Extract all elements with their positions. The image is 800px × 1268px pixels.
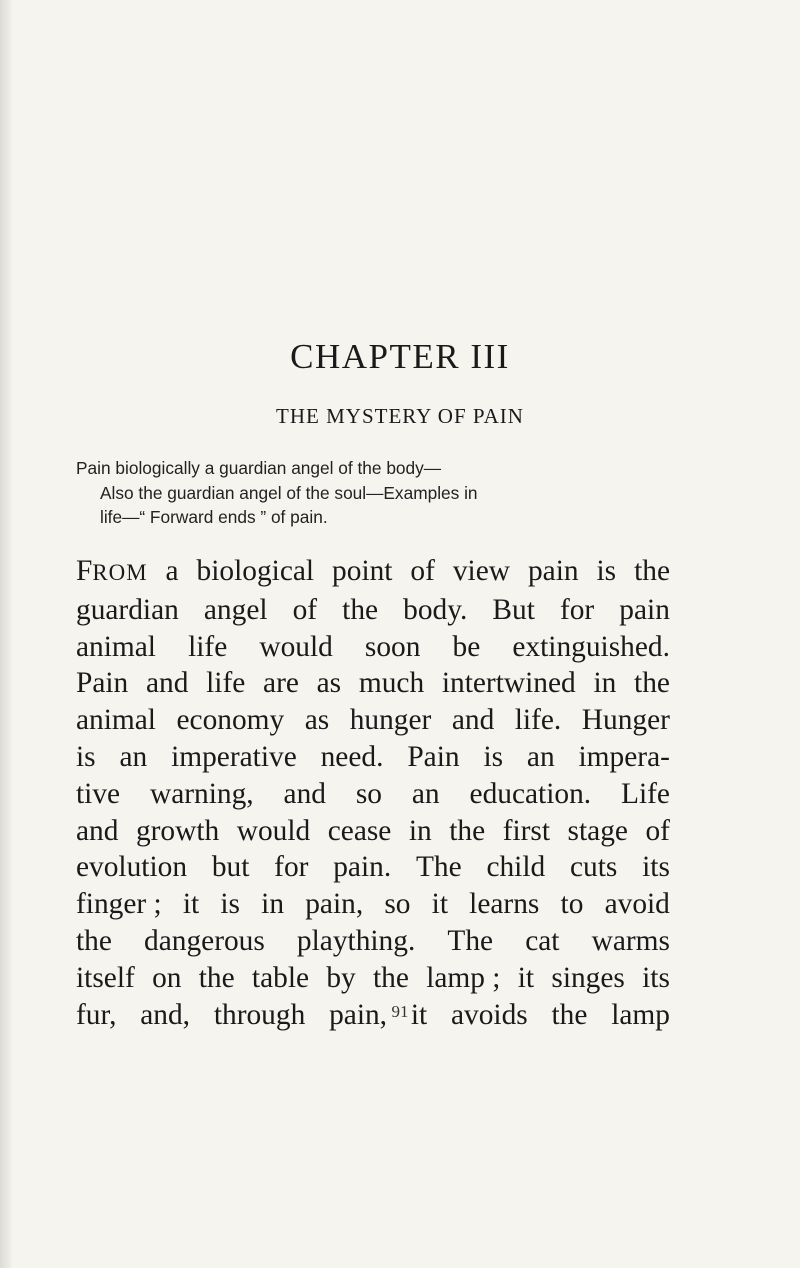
body-word: and xyxy=(76,814,119,847)
body-line xyxy=(76,665,670,702)
body-word: cuts xyxy=(570,851,618,884)
body-word: lamp xyxy=(611,998,670,1031)
body-word: to xyxy=(560,888,584,921)
body-word: plaything. xyxy=(296,924,416,957)
body-word: learns xyxy=(469,888,540,921)
body-word: dangerous xyxy=(144,924,265,957)
body-word: is xyxy=(76,740,96,773)
body-word: through xyxy=(213,998,306,1031)
body-word: avoids xyxy=(450,998,528,1031)
body-word: in xyxy=(408,814,432,847)
body-word: it xyxy=(410,998,428,1031)
body-word: animal xyxy=(76,630,156,663)
body-word: the xyxy=(198,961,235,994)
body-word: be xyxy=(452,630,481,663)
synopsis-line: life—“ Forward ends ” of pain. xyxy=(100,507,328,528)
body-word: are xyxy=(263,667,299,700)
body-word: by xyxy=(326,961,356,994)
body-line xyxy=(76,849,670,886)
body-word: evolution xyxy=(76,851,188,884)
opening-smallcaps: ROM xyxy=(92,560,148,585)
body-word: pain xyxy=(619,593,670,626)
body-word: extinguished. xyxy=(512,630,670,663)
body-word: the xyxy=(76,924,112,957)
body-word: Pain xyxy=(407,740,460,773)
opening-capital: F xyxy=(76,555,93,587)
body-word: But xyxy=(492,593,535,626)
body-word: of xyxy=(410,555,435,587)
body-word: education. xyxy=(469,777,592,810)
body-word: body. xyxy=(403,593,468,626)
body-word: so xyxy=(355,777,382,810)
body-word: its xyxy=(642,851,670,884)
body-word: the xyxy=(373,961,409,994)
body-word: lamp ; xyxy=(426,961,501,994)
body-word: Pain xyxy=(76,667,129,700)
body-line xyxy=(76,813,670,850)
body-word: on xyxy=(152,961,182,994)
body-word: cat xyxy=(525,924,560,957)
body-word: economy xyxy=(176,704,285,737)
body-word: The xyxy=(447,924,494,957)
body-word: its xyxy=(642,961,670,994)
body-word: it xyxy=(517,961,535,994)
body-word: fur, xyxy=(76,998,117,1031)
body-word: of xyxy=(292,593,318,626)
body-word: and xyxy=(145,667,189,700)
body-word: The xyxy=(415,851,462,884)
chapter-title: THE MYSTERY OF PAIN xyxy=(276,404,524,428)
body-line xyxy=(76,776,670,813)
body-word: is xyxy=(596,555,617,587)
body-word: table xyxy=(251,961,310,994)
body-word: singes xyxy=(551,961,625,994)
body-word: pain, xyxy=(329,998,388,1031)
body-word: Life xyxy=(621,777,670,810)
body-word: Hunger xyxy=(581,704,670,737)
body-word: life. xyxy=(514,704,562,737)
body-word: hunger xyxy=(349,704,432,737)
body-word: an xyxy=(119,740,148,773)
body-word: warning, xyxy=(149,777,254,810)
body-word: as xyxy=(304,704,330,737)
body-word: child xyxy=(486,851,546,884)
body-word: an xyxy=(411,777,440,810)
body-word: for xyxy=(274,851,309,884)
body-word: in xyxy=(261,888,285,921)
body-word: the xyxy=(634,667,670,700)
body-word: pain, xyxy=(305,888,364,921)
body-word: in xyxy=(593,667,617,700)
body-word: and xyxy=(451,704,495,737)
body-word: cease xyxy=(327,814,392,847)
body-word: and, xyxy=(140,998,191,1031)
body-word: of xyxy=(645,814,670,847)
body-word: pain xyxy=(527,555,579,587)
body-line xyxy=(76,592,670,629)
body-word: finger ; xyxy=(76,888,162,921)
body-word: avoid xyxy=(604,888,670,921)
body-word: an xyxy=(526,740,555,773)
chapter-heading: CHAPTER III xyxy=(290,337,510,376)
synopsis-line: Pain biologically a guardian angel of the body— xyxy=(76,458,442,478)
body-line xyxy=(76,886,670,923)
body-word: is xyxy=(220,888,240,921)
body-word: so xyxy=(384,888,411,921)
chapter-synopsis xyxy=(76,456,676,530)
body-word: animal xyxy=(76,704,156,737)
body-line xyxy=(76,739,670,776)
body-word: need. xyxy=(320,740,384,773)
body-word: itself xyxy=(76,961,135,994)
page-number: 91 xyxy=(391,1002,409,1021)
body-word: warms xyxy=(591,924,670,957)
body-word: impera- xyxy=(578,740,670,773)
body-word: first xyxy=(502,814,551,847)
body-line xyxy=(76,702,670,739)
body-word: intertwined xyxy=(441,667,576,700)
body-word: biological xyxy=(196,555,315,587)
body-word: soon xyxy=(364,630,421,663)
body-word: life xyxy=(188,630,228,663)
body-word: guardian xyxy=(76,593,179,626)
body-word: it xyxy=(182,888,200,921)
body-word: as xyxy=(316,667,342,700)
body-word: would xyxy=(236,814,311,847)
body-word: it xyxy=(431,888,448,921)
body-word: stage xyxy=(567,814,628,847)
body-word: is xyxy=(483,740,504,773)
body-line xyxy=(76,923,670,960)
body-paragraph xyxy=(76,553,670,1033)
body-word: the xyxy=(551,998,588,1031)
body-word: view xyxy=(452,555,510,587)
opening-word xyxy=(76,553,148,592)
body-line xyxy=(76,629,670,666)
body-word: for xyxy=(559,593,595,626)
body-word: and xyxy=(283,777,326,810)
body-word: growth xyxy=(135,814,220,847)
body-word: imperative xyxy=(171,740,297,773)
body-line xyxy=(76,553,670,592)
body-word: point xyxy=(332,555,393,587)
body-word: much xyxy=(358,667,425,700)
body-word: angel xyxy=(203,593,268,626)
body-word: would xyxy=(259,630,333,663)
body-word: the xyxy=(634,555,670,587)
body-word: the xyxy=(342,593,379,626)
body-word: a xyxy=(165,555,179,587)
body-word: but xyxy=(211,851,250,884)
page-gutter-shadow xyxy=(0,0,14,1268)
synopsis-line: Also the guardian angel of the soul—Examples in xyxy=(100,482,478,503)
body-word: the xyxy=(449,814,486,847)
body-line xyxy=(76,960,670,997)
body-word: life xyxy=(206,667,246,700)
body-word: pain. xyxy=(333,851,392,884)
body-word: tive xyxy=(76,777,121,810)
